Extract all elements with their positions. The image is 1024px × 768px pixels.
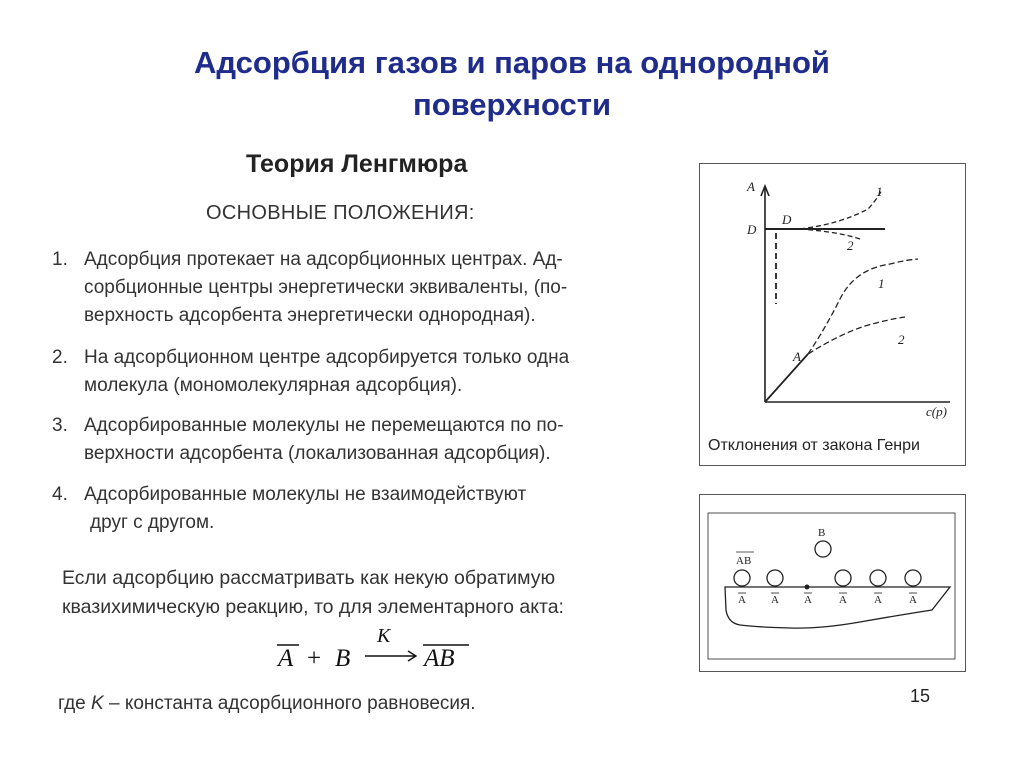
label-d-axis: D xyxy=(747,222,757,237)
lower-curve-2 xyxy=(808,317,905,354)
site-label: A xyxy=(738,594,746,606)
label-curve-2-bottom: 2 xyxy=(898,332,905,347)
formula-product: AB xyxy=(424,645,455,672)
list-item xyxy=(52,412,702,468)
footer-k: K xyxy=(91,693,104,714)
adsorbed-molecule xyxy=(767,570,783,586)
title-line-1: Адсорбция газов и паров на однородной xyxy=(194,45,830,80)
label-d-upper: D xyxy=(782,212,792,227)
label-curve-2-top: 2 xyxy=(847,238,854,253)
label-ab: AB xyxy=(736,555,752,567)
item-text-line: Адсорбированные молекулы не перемещаются по по- xyxy=(84,415,564,436)
formula-reactant-a: A xyxy=(278,645,294,672)
x-axis-label: c(p) xyxy=(926,404,947,419)
label-point-a: A xyxy=(793,349,801,364)
adsorbed-molecule xyxy=(870,570,886,586)
site-label: A xyxy=(771,594,779,606)
formula-reactant-b: B xyxy=(335,645,351,672)
item-text-line: Адсорбированные молекулы не взаимодействуют xyxy=(84,484,527,505)
reaction-formula xyxy=(275,622,495,678)
footer-prefix: где xyxy=(58,693,92,714)
item-text-line: На адсорбционном центре адсорбируется только одна xyxy=(84,347,570,368)
formula-constant: K xyxy=(377,625,391,647)
page-number: 15 xyxy=(910,686,931,706)
site-label: A xyxy=(909,594,917,606)
label-curve-1-bottom: 1 xyxy=(878,276,885,291)
formula-plus: + xyxy=(307,645,322,672)
item-text-line: верхности адсорбента (локализованная адсорбция). xyxy=(84,443,551,464)
list-item xyxy=(52,246,702,330)
site-label: A xyxy=(804,594,812,606)
label-curve-1-top: 1 xyxy=(876,184,883,199)
site-label: A xyxy=(874,594,882,606)
site-labels xyxy=(738,594,917,606)
footer-suffix: – константа адсорбционного равновесия. xyxy=(103,693,476,714)
molecule-b xyxy=(815,541,831,557)
paragraph-line: квазихимическую реакцию, то для элементарного акта: xyxy=(62,596,564,618)
item-number: 1. xyxy=(52,249,68,270)
henry-law-graph xyxy=(700,164,963,432)
label-b: B xyxy=(818,527,826,539)
adsorbed-molecule xyxy=(734,570,750,586)
title-line-2: поверхности xyxy=(412,87,612,122)
adsorbed-molecule xyxy=(905,570,921,586)
free-site-dot xyxy=(805,585,810,590)
item-number: 3. xyxy=(52,415,68,436)
henry-line xyxy=(765,354,808,402)
paragraph-line: Если адсорбцию рассматривать как некую обратимую xyxy=(62,567,556,589)
footer-note xyxy=(58,693,476,715)
item-text-line: друг с другом. xyxy=(90,512,215,533)
section-heading: ОСНОВНЫЕ ПОЛОЖЕНИЯ: xyxy=(206,202,475,224)
figure-caption: Отклонения от закона Генри xyxy=(708,437,920,454)
y-axis-label: A xyxy=(747,179,755,194)
list-item xyxy=(52,344,702,400)
reaction-paragraph xyxy=(62,564,702,622)
list-item xyxy=(52,481,702,537)
surface-diagram xyxy=(700,495,963,669)
item-number: 4. xyxy=(52,484,68,505)
item-text-line: верхность адсорбента энергетически однородная). xyxy=(84,305,536,326)
item-text-line: Адсорбция протекает на адсорбционных центрах. Ад- xyxy=(84,249,563,270)
item-text-line: молекула (мономолекулярная адсорбция). xyxy=(84,375,463,396)
adsorbed-molecule xyxy=(835,570,851,586)
item-number: 2. xyxy=(52,347,68,368)
slide-title xyxy=(0,42,1024,126)
subtitle: Теория Ленгмюра xyxy=(246,150,468,178)
upper-curve-1 xyxy=(800,190,882,229)
item-text-line: сорбционные центры энергетически эквиваленты, (по- xyxy=(84,277,568,298)
site-label: A xyxy=(839,594,847,606)
